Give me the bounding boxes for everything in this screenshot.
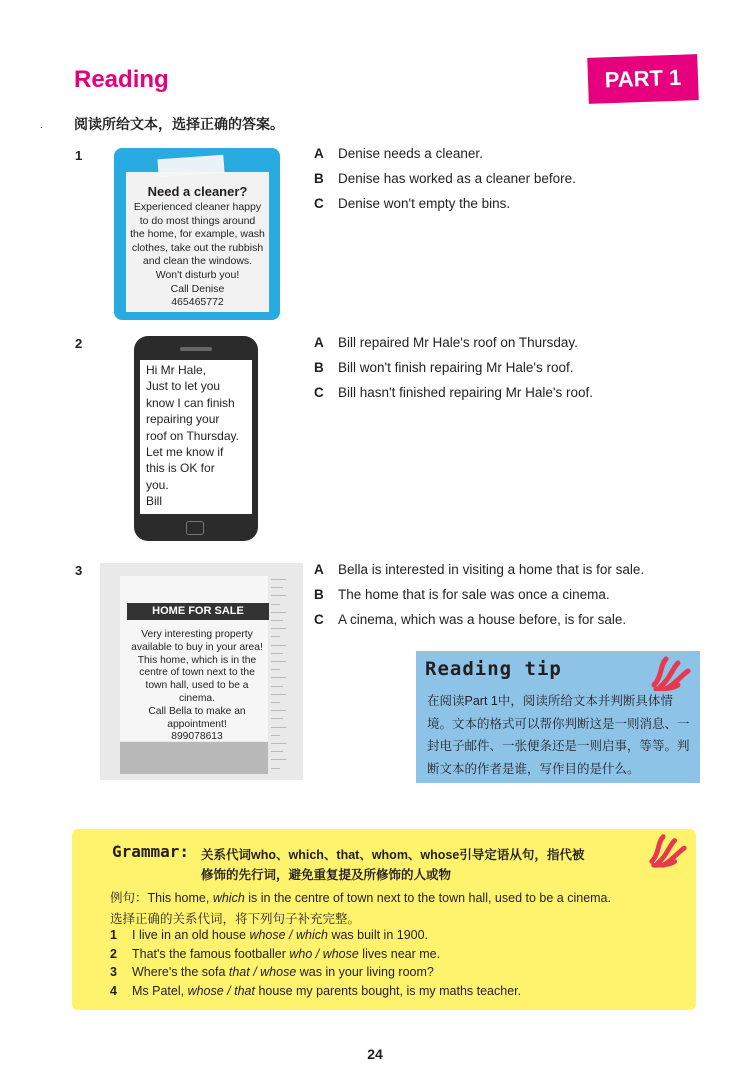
question-number: 2 — [75, 336, 83, 351]
grammar-exercise-list — [110, 926, 521, 1000]
page-number: 24 — [367, 1046, 383, 1062]
reading-tip-text: 在阅读Part 1中，阅读所给文本并判断具体情境。文本的格式可以帮你判断这是一则消息、一封电子邮件、一张便条还是一则启事，等等。判断文本的作者是谁，写作目的是什么。 — [427, 694, 690, 776]
options-q1 — [314, 141, 576, 216]
grammar-example: 例句：This home, which is in the centre of town next to the town hall, used to be a cinema. — [110, 891, 611, 905]
option[interactable]: B Bill won't finish repairing Mr Hale's roof. — [314, 360, 574, 375]
margin-dot: . — [40, 120, 43, 131]
ad-body: Very interesting property available to buy in your area! This home, which is in the centre of town next to the town hall, used to be a cinema. Call Bella to make an appointment! 899078613 — [131, 629, 263, 743]
option[interactable]: A Denise needs a cleaner. — [314, 146, 483, 161]
list-item: 4 Ms Patel, whose / that house my parents bought, is my maths teacher. — [110, 983, 522, 998]
option[interactable]: C Bill hasn't finished repairing Mr Hale's roof. — [314, 385, 594, 400]
list-item: 1 I live in an old house whose / which was built in 1900. — [110, 928, 429, 942]
grammar-title-cn-line2: 修饰的先行词，避免重复提及所修饰的人或物 — [201, 868, 452, 882]
ad-banner: HOME FOR SALE — [127, 603, 269, 620]
newspaper-photo — [120, 742, 268, 774]
question-number: 3 — [75, 563, 83, 578]
answer-choice[interactable]: whose / that — [187, 983, 255, 998]
part-badge: PART 1 — [587, 54, 699, 104]
option[interactable]: C A cinema, which was a house before, is for sale. — [314, 612, 627, 627]
option[interactable]: A Bella is interested in visiting a home that is for sale. — [314, 562, 645, 577]
home-button-icon — [186, 521, 204, 535]
options-q3 — [314, 557, 644, 632]
options-q2 — [314, 330, 593, 405]
answer-choice[interactable]: that / whose — [228, 965, 297, 979]
hand-icon — [648, 655, 692, 691]
answer-choice[interactable]: whose / which — [249, 928, 328, 942]
question-number: 1 — [75, 148, 83, 163]
notice-heading: Need a cleaner? — [147, 184, 248, 199]
option[interactable]: A Bill repaired Mr Hale's roof on Thursday. — [314, 335, 578, 350]
newspaper-filler-text: ───── ──── ───── ─── ───── ──── ───── ─── ───── ──── ───── ─── ───── ──── ───── ─── ───── ──── ───── ─── ───── ──── ───── ─── — [271, 577, 287, 772]
answer-choice[interactable]: who / whose — [289, 946, 359, 961]
notice-body: Experienced cleaner happy to do most things around the home, for example, wash clothes, take out the rubbish and clean the windows. Won't disturb you! Call Denise 465465772 — [130, 201, 265, 309]
option[interactable]: B Denise has worked as a cleaner before. — [314, 171, 576, 186]
grammar-title: Grammar: — [112, 842, 190, 861]
option[interactable]: C Denise won't empty the bins. — [314, 196, 511, 211]
reading-tip-title: Reading tip — [425, 658, 562, 680]
hand-icon — [646, 832, 688, 868]
grammar-title-cn: 关系代词who、which、that、whom、whose引导定语从句，指代被 — [201, 848, 585, 862]
list-item: 2 That's the famous footballer who / whose lives near me. — [110, 946, 441, 961]
list-item: 3 Where's the sofa that / whose was in your living room? — [110, 965, 434, 979]
speaker-icon — [180, 347, 212, 351]
text-message: Hi Mr Hale, Just to let you know I can finish repairing your roof on Thursday. Let me know if this is OK for you. Bill — [146, 363, 239, 509]
grammar-instruction: 选择正确的关系代词，将下列句子补充完整。 — [110, 912, 361, 926]
section-title: Reading — [74, 66, 169, 93]
instruction-text: 阅读所给文本，选择正确的答案。 — [74, 116, 284, 132]
option[interactable]: B The home that is for sale was once a cinema. — [314, 587, 610, 602]
